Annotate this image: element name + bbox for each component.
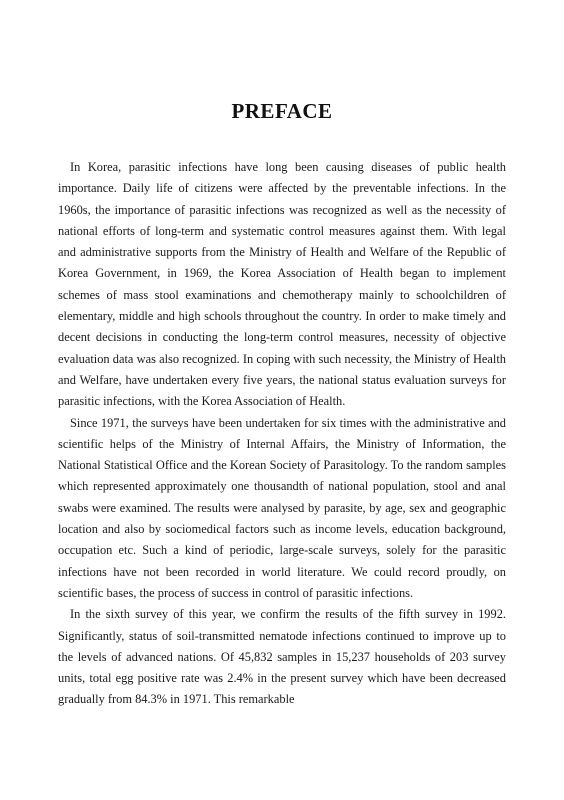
paragraph-1: In Korea, parasitic infections have long been causing diseases of public health importance. Daily life of citizens were affected by the preventable infections. In the 1960s, the importance of parasitic infections was recognized as well as the necessity of national efforts of long-term and systematic control measures against them. With legal and administrative supports from the Ministry of Health and Welfare of the Republic of Korea Government, in 1969, the Korea Association of Health began to implement schemes of mass stool examinations and chemotherapy mainly to schoolchildren of elementary, middle and high schools throughout the country. In order to make timely and decent decisions in conducting the long-term control measures, necessity of objective evaluation data was also recognized. In coping with such necessity, the Ministry of Health and Welfare, have undertaken every five years, the national status evaluation surveys for parasitic infections, with the Korea Association of Health. (58, 160, 506, 409)
preface-body (58, 157, 506, 711)
page-title: PREFACE (231, 99, 333, 123)
paragraph-2: Since 1971, the surveys have been undertaken for six times with the administrative and scientific helps of the Ministry of Internal Affairs, the Ministry of Information, the National Statistical Office and the Korean Society of Parasitology. To the random samples which represented approximately one thousandth of national population, stool and anal swabs were examined. The results were analysed by parasite, by age, sex and geographic location and also by sociomedical factors such as income levels, education background, occupation etc. Such a kind of periodic, large-scale surveys, solely for the parasitic infections have not been recorded in world literature. We could record proudly, on scientific bases, the process of success in control of parasitic infections. (58, 415, 506, 600)
paragraph-3: In the sixth survey of this year, we confirm the results of the fifth survey in 1992. Significantly, status of soil-transmitted nematode infections continued to improve up to the levels of advanced nations. Of 45,832 samples in 15,237 households of 203 survey units, total egg positive rate was 2.4% in the present survey which have been decreased gradually from 84.3% in 1971. This remarkable (58, 607, 506, 707)
